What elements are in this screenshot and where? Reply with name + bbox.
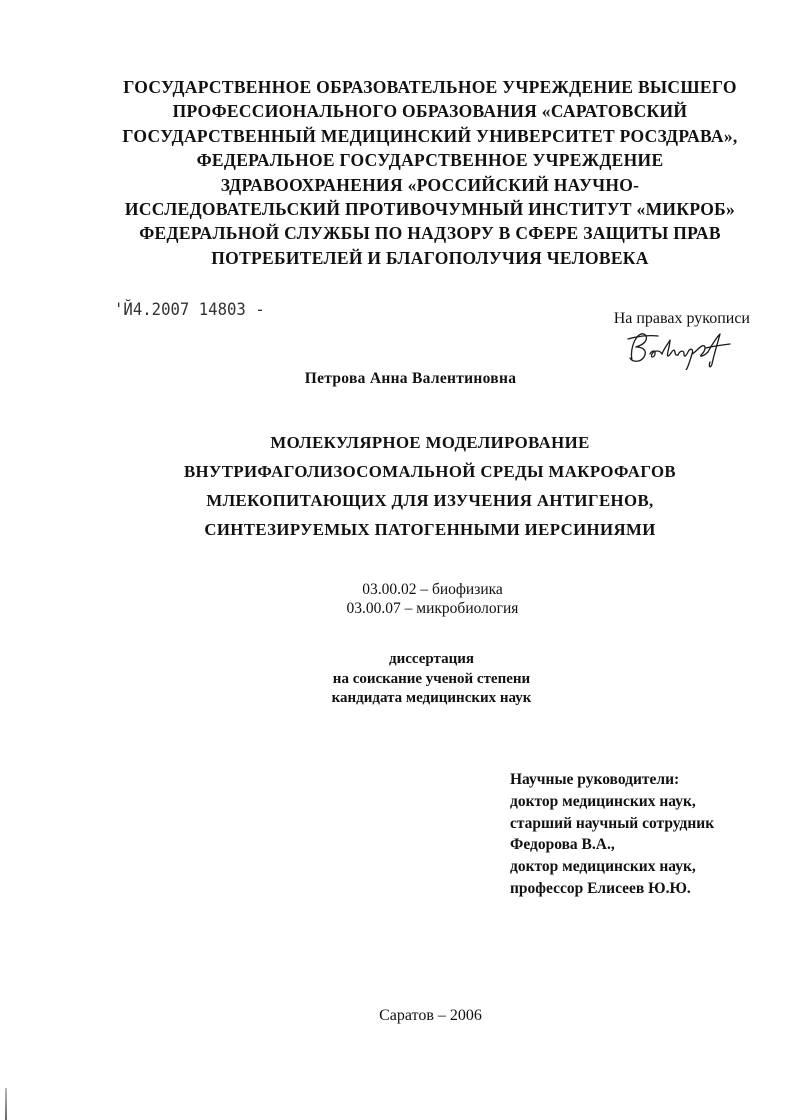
institution-line: ГОСУДАРСТВЕННЫЙ МЕДИЦИНСКИЙ УНИВЕРСИТЕТ РОСЗДРАВА», xyxy=(122,125,738,146)
handwritten-signature xyxy=(624,330,734,370)
degree-statement xyxy=(0,650,799,709)
dissertation-title xyxy=(100,428,760,544)
institution-line: ГОСУДАРСТВЕННОЕ ОБРАЗОВАТЕЛЬНОЕ УЧРЕЖДЕНИЕ ВЫСШЕГО xyxy=(123,77,737,97)
supervisor-line: профессор Елисеев Ю.Ю. xyxy=(510,879,691,897)
title-line: МОЛЕКУЛЯРНОЕ МОДЕЛИРОВАНИЕ xyxy=(270,433,590,452)
institution-line: ПРОФЕССИОНАЛЬНОГО ОБРАЗОВАНИЯ «САРАТОВСКИЙ xyxy=(172,101,688,122)
scan-margin-mark xyxy=(5,1088,7,1120)
scientific-supervisors xyxy=(510,769,770,900)
degree-line: диссертация xyxy=(389,651,474,667)
specialty-codes xyxy=(0,580,799,618)
institution-line: ИССЛЕДОВАТЕЛЬСКИЙ ПРОТИВОЧУМНЫЙ ИНСТИТУТ «МИКРОБ» xyxy=(124,199,736,220)
supervisor-line: старший научный сотрудник xyxy=(510,814,715,832)
author-name: Петрова Анна Валентиновна xyxy=(304,370,517,387)
supervisor-line: Федорова В.А., xyxy=(510,836,615,854)
degree-line: на соискание ученой степени xyxy=(332,670,531,687)
institution-line: ФЕДЕРАЛЬНОЙ СЛУЖБЫ ПО НАДЗОРУ В СФЕРЕ ЗАЩИТЫ ПРАВ xyxy=(139,223,721,244)
institution-line: ПОТРЕБИТЕЛЕЙ И БЛАГОПОЛУЧИЯ ЧЕЛОВЕКА xyxy=(211,247,649,268)
institution-header xyxy=(80,75,780,270)
registration-stamp-number: 'Й4.2007 14803 - xyxy=(114,300,265,320)
specialty-biophysics: 03.00.02 – биофизика xyxy=(362,581,503,598)
institution-line: ЗДРАВООХРАНЕНИЯ «РОССИЙСКИЙ НАУЧНО- xyxy=(220,174,640,195)
title-line: МЛЕКОПИТАЮЩИХ ДЛЯ ИЗУЧЕНИЯ АНТИГЕНОВ, xyxy=(206,491,654,510)
degree-line: кандидата медицинских наук xyxy=(331,690,532,706)
supervisor-line: доктор медицинских наук, xyxy=(510,858,696,876)
supervisors-heading: Научные руководители: xyxy=(510,771,680,788)
title-line: СИНТЕЗИРУЕМЫХ ПАТОГЕННЫМИ ИЕРСИНИЯМИ xyxy=(204,520,656,539)
manuscript-rights-note: На правах рукописи xyxy=(613,310,750,327)
specialty-microbiology: 03.00.07 – микробиология xyxy=(346,600,519,617)
title-line: ВНУТРИФАГОЛИЗОСОМАЛЬНОЙ СРЕДЫ МАКРОФАГОВ xyxy=(183,462,677,481)
city-and-year: Саратов – 2006 xyxy=(379,1007,482,1024)
institution-line: ФЕДЕРАЛЬНОЕ ГОСУДАРСТВЕННОЕ УЧРЕЖДЕНИЕ xyxy=(196,150,664,171)
supervisor-line: доктор медицинских наук, xyxy=(510,792,696,810)
